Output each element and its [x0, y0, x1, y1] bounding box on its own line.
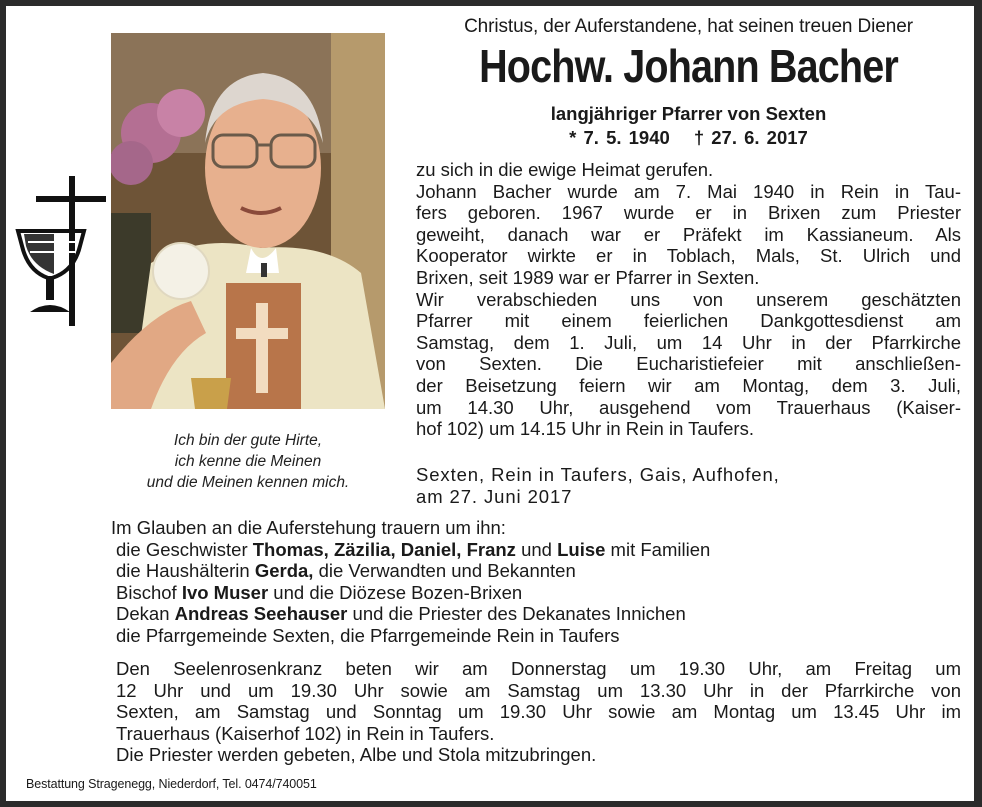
- names-bold: Gerda,: [254, 560, 314, 582]
- body-line: Samstag, dem 1. Juli, um 14 Uhr in der Pfarrkirche: [416, 331, 961, 353]
- body-line: um 14.30 Uhr, ausgehend vom Trauerhaus (Kaiser-: [416, 396, 961, 418]
- body-line: hof 102) um 14.15 Uhr in Rein in Taufers.: [416, 418, 754, 440]
- mourner-housekeeper: [111, 560, 961, 582]
- body-line: von Sexten. Die Eucharistiefeier mit anschließen-: [416, 353, 961, 375]
- caption-line: Ich bin der gute Hirte,: [173, 432, 323, 449]
- deceased-role: langjähriger Pfarrer von Sexten: [550, 103, 827, 124]
- names-bold: Andreas Seehauser: [174, 603, 348, 625]
- text-run: und die Diözese Bozen-Brixen: [268, 581, 523, 603]
- body-line: Kooperator wirkte er in Toblach, Mals, St. Ulrich und: [416, 245, 961, 267]
- deceased-name: Hochw. Johann Bacher: [479, 40, 898, 92]
- text-run: die Haushälterin: [116, 560, 255, 582]
- body-line: Pfarrer mit einem feierlichen Dankgottesdienst am: [416, 310, 961, 332]
- text-run: die Verwandten und Bekannten: [313, 560, 576, 582]
- rosary-line: 12 Uhr und um 19.30 Uhr sowie am Samstag um 13.30 Uhr in der Pfarrkirche von: [116, 679, 961, 701]
- body-line: fers geboren. 1967 wurde er in Brixen zum Priester: [416, 202, 961, 224]
- body-line: Brixen, seit 1989 war er Pfarrer in Sexten.: [416, 266, 760, 288]
- names-bold: Luise: [557, 538, 606, 560]
- life-dates: [416, 127, 961, 149]
- rosary-line: Die Priester werden gebeten, Albe und Stola mitzubringen.: [116, 744, 597, 766]
- obituary-notice: [6, 6, 974, 801]
- rosary-announcement: [116, 658, 961, 766]
- body-line: zu sich in die ewige Heimat gerufen.: [416, 159, 714, 180]
- rosary-line: Den Seelenrosenkranz beten wir am Donnerstag um 19.30 Uhr, am Freitag um: [116, 658, 961, 679]
- body-line: geweiht, danach war er Präfekt im Kassianeum. Als: [416, 223, 961, 245]
- body-line: der Beisetzung feiern wir am Montag, dem 3. Juli,: [416, 374, 961, 396]
- birth-date: * 7. 5. 1940: [569, 127, 670, 148]
- biography-text: [416, 159, 961, 440]
- intro-line: Christus, der Auferstandene, hat seinen treuen Diener: [464, 16, 913, 37]
- caption-line: ich kenne die Meinen: [174, 453, 322, 470]
- text-run: und die Priester des Dekanates Innichen: [347, 603, 686, 625]
- mourner-siblings: [111, 539, 961, 561]
- mourner-parishes: die Pfarrgemeinde Sexten, die Pfarrgemeinde Rein in Taufers: [116, 624, 620, 646]
- rosary-line: Trauerhaus (Kaiserhof 102) in Rein in Taufers.: [116, 722, 495, 744]
- funeral-home-info: Bestattung Stragenegg, Niederdorf, Tel. 0474/740051: [26, 777, 317, 791]
- text-run: Dekan: [116, 603, 175, 625]
- text-run: und: [515, 538, 558, 560]
- date-line: am 27. Juni 2017: [416, 486, 573, 507]
- priest-portrait-photo: [111, 33, 385, 409]
- body-line: Wir verabschieden uns von unserem geschätzten: [416, 288, 961, 310]
- mourner-bishop: [111, 582, 961, 604]
- body-line: Johann Bacher wurde am 7. Mai 1940 in Rein in Tau-: [416, 180, 961, 202]
- place-line: Sexten, Rein in Taufers, Gais, Aufhofen,: [416, 464, 780, 485]
- mourners-list: [111, 517, 961, 647]
- cross-chalice-icon: [14, 176, 114, 336]
- mourners-lead: Im Glauben an die Auferstehung trauern um ihn:: [111, 517, 506, 538]
- rosary-line: Sexten, am Samstag und Sonntag um 19.30 Uhr sowie am Montag um 13.45 Uhr im: [116, 701, 961, 723]
- names-bold: Ivo Muser: [181, 581, 269, 603]
- death-date: † 27. 6. 2017: [693, 127, 808, 148]
- names-bold: Thomas, Zäzilia, Daniel, Franz: [252, 538, 516, 560]
- caption-line: und die Meinen kennen mich.: [146, 474, 350, 491]
- photo-caption: [111, 430, 385, 493]
- mourner-dean: [111, 603, 961, 625]
- place-and-date: [416, 464, 961, 508]
- text-run: Bischof: [116, 581, 182, 603]
- text-run: mit Familien: [605, 538, 711, 560]
- text-run: die Geschwister: [116, 538, 253, 560]
